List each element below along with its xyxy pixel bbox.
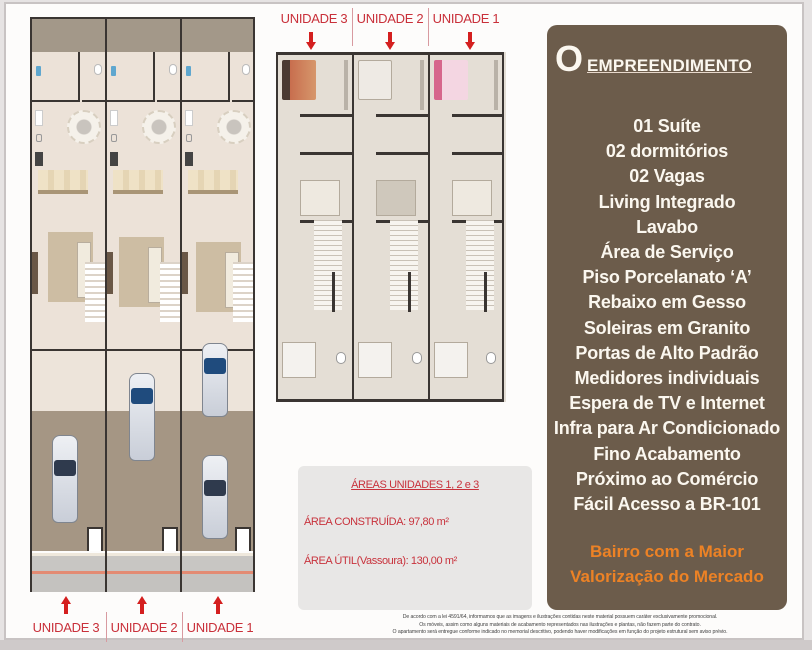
arrow-up-icon [137,596,147,604]
ground-unit-2 [105,17,180,592]
bed-icon [434,342,468,378]
service-area [32,52,80,102]
wall [376,114,428,117]
road [182,574,253,592]
front-porch [32,351,105,411]
heading-word: EMPREENDIMENTO [587,56,752,75]
lavatory [157,52,180,102]
washer-icon [111,66,116,76]
stove-icon [185,152,193,166]
stairs-icon [466,220,494,310]
sidewalk [182,553,253,571]
road [32,574,105,592]
feature-item: 01 Suíte [633,116,701,136]
feature-item: Living Integrado [598,191,736,212]
wall [300,114,352,117]
toilet-icon [412,352,422,364]
interior [182,52,253,349]
built-area: ÁREA CONSTRUÍDA: 97,80 m² [304,516,449,528]
car-icon [202,455,228,539]
bottom-strip [0,640,812,650]
dining-table-icon [67,110,101,144]
unit-label: UNIDADE 1 [186,620,254,635]
washer-icon [186,66,191,76]
toilet-icon [486,352,496,364]
disclaimer-line: De acordo com a lei 4591/64, informamos que as imagens e ilustrações contidas neste material possuem caráter exclusivamente promocional. [402,614,718,620]
features-panel [547,25,787,610]
bed-icon [452,180,492,216]
living-rug [119,237,164,307]
service-area [182,52,230,102]
feature-item: Lavabo [636,216,698,237]
wall [452,114,502,117]
arrow-down-icon [385,42,395,50]
tv-panel-icon [107,252,113,294]
heading-initial: O [555,38,584,79]
bed-icon [282,342,316,378]
interior [107,52,180,349]
feature-item: Soleiras em Granito [583,317,751,338]
sidewalk [32,553,105,571]
arrow-down-icon [465,42,475,50]
unit-label: UNIDADE 2 [356,11,424,26]
feature-item: Piso Porcelanato ‘A’ [582,267,752,288]
sidewalk [107,553,180,571]
unit-label: UNIDADE 3 [32,620,100,635]
master-bed-icon [282,60,316,100]
car-icon [52,435,78,523]
lavatory [232,52,253,102]
closet-icon [494,60,498,110]
feature-item: Espera de TV e Internet [569,393,765,414]
wall [452,152,502,155]
upper-unit-1 [428,52,504,402]
wall [408,272,411,312]
feature-item: Infra para Ar Condicionado [553,418,781,439]
feature-item: Fácil Acesso a BR-101 [573,494,761,515]
ground-floor-plan [30,17,255,592]
car-icon [129,373,155,461]
feature-item: Rebaixo em Gesso [588,292,746,313]
master-bed-icon [358,60,392,100]
backyard [32,17,105,52]
stove-icon [35,152,43,166]
upper-unit-3 [276,52,352,402]
lavatory [82,52,105,102]
dining-table-icon [217,110,251,144]
arrow-down-icon [306,42,316,50]
upper-unit-2 [352,52,428,402]
gate [87,527,103,551]
stools-icon [188,170,238,194]
road [107,574,180,592]
features-list [547,114,787,517]
backyard [107,17,180,52]
bed-icon [376,180,416,216]
stairs-icon [314,220,342,310]
service-area [107,52,155,102]
feature-item: Portas de Alto Padrão [575,342,759,363]
feature-item: 02 dormitórios [605,141,729,162]
gate [235,527,251,551]
upper-floor-plan [276,52,506,402]
feature-item: Medidores individuais [574,368,760,389]
fridge-icon [35,110,43,126]
stairs-icon [233,262,253,322]
features-highlight [547,539,787,589]
ground-unit-1 [180,17,255,592]
closet-icon [344,60,348,110]
sink-icon [186,134,192,142]
ground-unit-3 [30,17,105,592]
stools-icon [38,170,88,194]
highlight-line: Valorização do Mercado [570,567,764,586]
sink-icon [111,134,117,142]
disclaimer-line: O apartamento será entregue conforme indicado no memorial descritivo, podendo haver modificações em função do projeto estrutural sem aviso prévio. [392,629,728,635]
backyard [182,17,253,52]
bed-icon [300,180,340,216]
arrow-up-icon [213,596,223,604]
toilet-icon [336,352,346,364]
features-heading [555,38,752,79]
toilet-icon [94,64,102,75]
stools-icon [113,170,163,194]
washer-icon [36,66,41,76]
upper-unit-labels [276,8,506,48]
tv-panel-icon [182,252,188,294]
wall [484,272,487,312]
fridge-icon [110,110,118,126]
legal-disclaimer [380,614,740,637]
useful-area: ÁREA ÚTIL(Vassoura): 130,00 m² [304,555,457,567]
feature-item: Fino Acabamento [593,443,741,464]
wall [332,272,335,312]
tv-panel-icon [32,252,38,294]
areas-box [298,466,532,610]
areas-title: ÁREAS UNIDADES 1, 2 e 3 [351,479,479,491]
wall [376,152,428,155]
dining-table-icon [142,110,176,144]
stairs-icon [390,220,418,310]
master-bed-icon [434,60,468,100]
feature-item: Área de Serviço [600,242,734,263]
wall [300,152,352,155]
car-icon [202,343,228,417]
disclaimer-line: Os móveis, assim como alguns materiais de acabamento representados nas ilustrações e plantas, não fazem parte do contrato. [419,621,701,628]
ground-unit-labels [28,612,258,640]
interior [32,52,105,349]
stairs-icon [160,262,180,322]
fridge-icon [185,110,193,126]
unit-label: UNIDADE 1 [432,11,500,26]
stove-icon [110,152,118,166]
sink-icon [36,134,42,142]
unit-label: UNIDADE 3 [280,11,348,26]
arrow-up-icon [61,596,71,604]
closet-icon [420,60,424,110]
highlight-line: Bairro com a Maior [590,542,744,561]
toilet-icon [169,64,177,75]
feature-item: 02 Vagas [629,166,705,187]
stairs-icon [85,262,105,322]
feature-item: Próximo ao Comércio [575,468,759,489]
unit-label: UNIDADE 2 [110,620,178,635]
bed-icon [358,342,392,378]
toilet-icon [242,64,250,75]
gate [162,527,178,551]
